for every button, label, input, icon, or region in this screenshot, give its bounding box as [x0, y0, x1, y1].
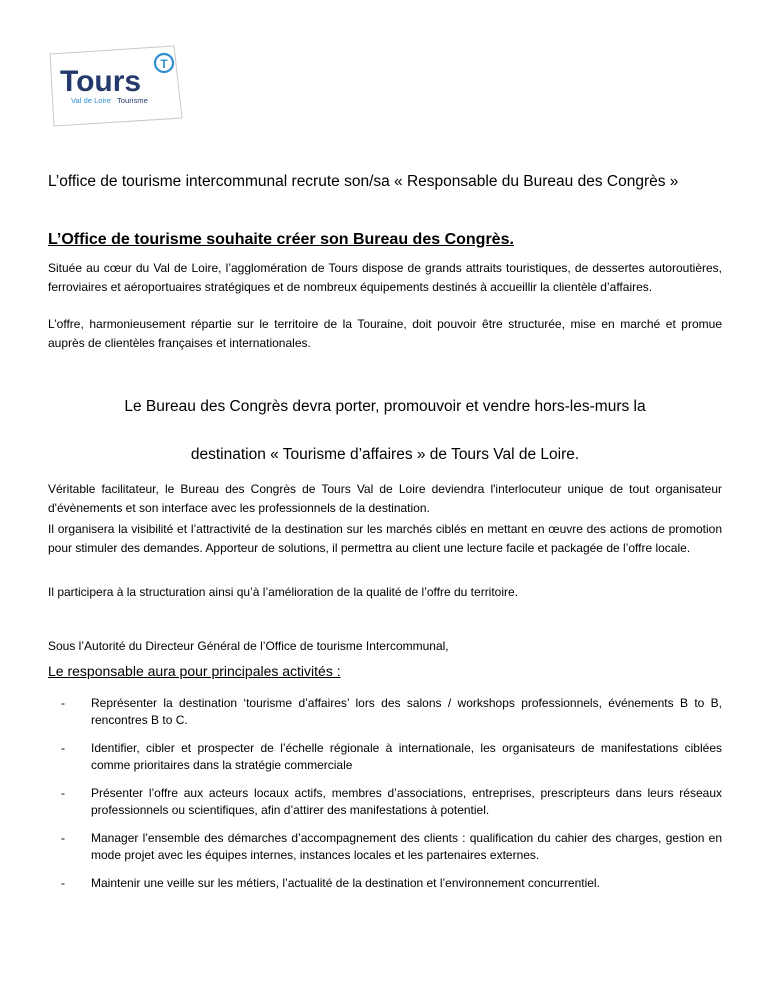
- logo-brand-text: Tours: [60, 65, 142, 98]
- activity-item: [48, 875, 722, 892]
- activity-text: Représenter la destination ‘tourisme d’affaires’ lors des salons / workshops professionnels, événements B to B, rencontres B to C.: [91, 696, 722, 727]
- logo-badge-letter: T: [160, 57, 168, 71]
- activity-item: [48, 785, 722, 819]
- job-title-line: L’office de tourisme intercommunal recrute son/sa « Responsable du Bureau des Congrès »: [48, 173, 679, 190]
- main-heading: L’Office de tourisme souhaite créer son Bureau des Congrès.: [48, 231, 514, 248]
- mission-statement-line-2: destination « Tourisme d’affaires » de Tours Val de Loire.: [190, 446, 580, 463]
- body-paragraph-2: Il organisera la visibilité et l’attractivité de la destination sur les marchés ciblés en mettant en œuvre des actions de promotion pour stimuler des demandes. Apporteur de solutions, il permettra au client une lecture facile et packagée de l’offre locale.: [48, 522, 722, 555]
- logo-subtitle-right: Tourisme: [117, 96, 148, 105]
- tours-logo: [46, 40, 186, 130]
- activity-item: [48, 740, 722, 774]
- bullet-dash: -: [61, 786, 65, 800]
- body-paragraph-3: Il participera à la structuration ainsi qu’à l’amélioration de la qualité de l’offre du territoire.: [48, 585, 519, 599]
- body-paragraph-1: Véritable facilitateur, le Bureau des Congrès de Tours Val de Loire deviendra l'interlocuteur unique de tout organisateur d'évènements et son interface avec les professionnels de la destination.: [48, 482, 722, 515]
- activity-text: Identifier, cibler et prospecter de l’échelle régionale à internationale, les organisateurs de manifestations ciblées comme prioritaires dans la stratégie commerciale: [91, 741, 722, 772]
- bullet-dash: -: [61, 741, 65, 755]
- mission-statement-line-1: Le Bureau des Congrès devra porter, promouvoir et vendre hors-les-murs la: [124, 398, 646, 415]
- activity-item: [48, 695, 722, 729]
- activity-text: Manager l’ensemble des démarches d’accompagnement des clients : qualification du cahier des charges, gestion en mode projet avec les équipes internes, instances locales et les partenaires externes.: [91, 831, 722, 862]
- bullet-dash: -: [61, 831, 65, 845]
- activity-text: Présenter l’offre aux acteurs locaux actifs, membres d’associations, entreprises, prescripteurs dans leurs réseaux professionnels ou scientifiques, afin d’attirer des manifestations à potentiel.: [91, 786, 722, 817]
- activity-item: [48, 830, 722, 864]
- activities-heading: Le responsable aura pour principales activités :: [48, 663, 341, 679]
- authority-line: Sous l’Autorité du Directeur Général de l’Office de tourisme Intercommunal,: [48, 639, 449, 653]
- bullet-dash: -: [61, 696, 65, 710]
- intro-paragraph-2: L’offre, harmonieusement répartie sur le territoire de la Touraine, doit pouvoir être structurée, mise en marché et promue auprès de clientèles françaises et internationales.: [48, 317, 722, 350]
- bullet-dash: -: [61, 876, 65, 890]
- intro-paragraph-1: Située au cœur du Val de Loire, l’agglomération de Tours dispose de grands attraits touristiques, de dessertes autoroutières, ferroviaires et aéroportuaires stratégiques et de nombreux équipements destinés à accueillir la clientèle d’affaires.: [48, 261, 722, 294]
- activity-text: Maintenir une veille sur les métiers, l’actualité de la destination et l’environnement concurrentiel.: [91, 876, 600, 890]
- logo-subtitle-left: Val de Loire: [71, 96, 111, 105]
